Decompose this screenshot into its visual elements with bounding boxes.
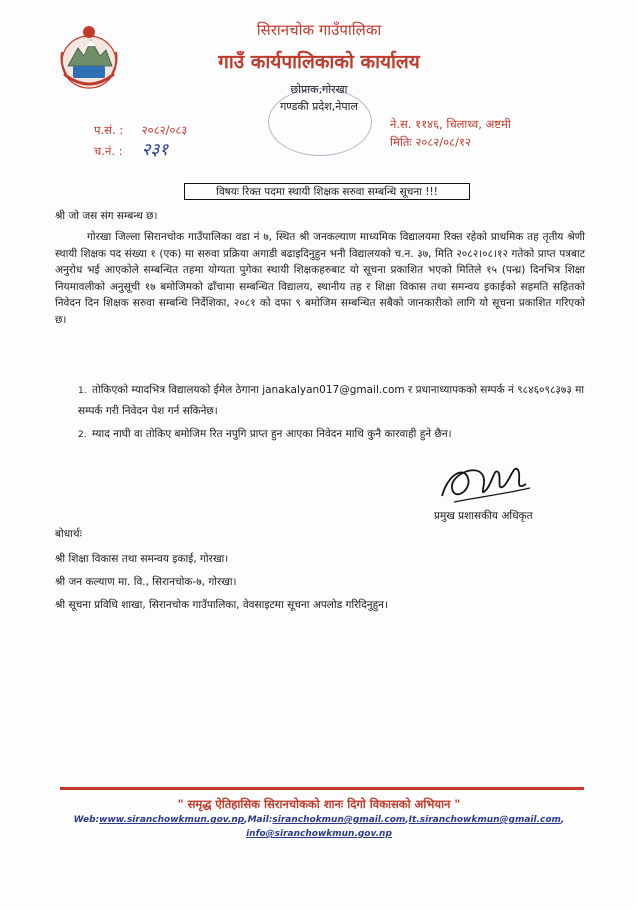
cc-label: बोधार्थः <box>55 528 82 540</box>
body-paragraph: गोरखा जिल्ला सिरानचोक गाउँपालिका वडा नं ७, स्थित श्री जनकल्याण माध्यमिक विद्यालयमा रिक्त रहेको प्राथमिक तह तृतीय श्रेणी स्थायी शिक्षक पद संख्या १ (एक) मा सरुवा प्रक्रिया अगाडी बढाइदिनुहुन भनी विद्यालयको च.न. ३७, मिति २०८२।०८।१२ गतेको प्राप्त पत्रबाट अनुरोध भई आएकोले सम्बन्धित तहमा योग्यता पुगेका स्थायी शिक्षकहरुबाट यो सूचना प्रकाशित भएको मितिले १५ (पन्ध्र) दिनभित्र शिक्षा नियमावलीको अनुसूची १७ बमोजिमको ढाँचामा सम्बन्धित विद्यालय, स्थानीय तह र शिक्षा विकास तथा समन्वय इकाईको सहमति सहितको निवेदन दिन शिक्षक सरुवा सम्बन्धि निर्देशिका, २०८१ को दफा ९ बमोजिम सम्बन्धित सबैको जानकारीको लागि यो सूचना प्रकाशित गरिएको छ। <box>55 231 585 326</box>
signatory-title: प्रमुख प्रशासकीय अधिकृत <box>434 510 533 522</box>
list-item-text-cont: र प्रधानाध्यापकको सम्पर्क नं ९८४६०९८३७३ मा सम्पर्क गरी निवेदन पेश गर्न सकिनेछ। <box>78 384 585 417</box>
it-mail-link[interactable]: .siranchowkmun@gmail.com <box>416 815 561 825</box>
office-location: छोप्राक,गोरखा <box>290 83 348 96</box>
contact-line-2 <box>0 827 638 841</box>
footer-contacts <box>0 813 638 841</box>
municipality-name: सिरानचोक गाउँपालिका <box>256 21 382 39</box>
mail-link[interactable]: siranchokmun@gmail.com <box>272 815 406 825</box>
list-item <box>78 380 586 421</box>
signature-image <box>434 444 534 514</box>
chn-row <box>94 140 187 161</box>
list-item-text: म्याद नाघी वा तोकिए बमोजिम रित नपुगि प्राप्त हुन आएका निवेदन माथि कुनै कारवाही हुने छैन। <box>92 428 452 440</box>
school-email: janakalyan017@gmail.com <box>262 384 405 396</box>
ps-row <box>94 120 187 140</box>
subject-text: विषयः रिक्त पदमा स्थायी शिक्षक सरुवा सम्बन्धि सूचना !!! <box>216 185 438 198</box>
reference-right <box>390 115 511 151</box>
mail-label: Mail: <box>247 815 273 825</box>
office-province: गण्डकी प्रदेश,नेपाल <box>280 100 358 113</box>
chn-label: च.नं. : <box>94 144 123 158</box>
ns-date: ने.स. ११४६, चिलाथ्व, अष्टमी <box>390 117 511 131</box>
list-item-number: 2. <box>78 430 87 440</box>
info-mail-link[interactable]: info@siranchowkmun.gov.np <box>246 829 392 839</box>
list-item <box>78 424 586 445</box>
salutation: श्री जो जस संग सम्बन्ध छ। <box>55 210 158 222</box>
footer-slogan: " समृद्ध ऐतिहासिक सिरानचोकको शानः दिगो विकासको अभियान " <box>177 797 461 811</box>
contact-line-1: Web:www.siranchowkmun.gov.np,Mail:siranchokmun@gmail.com,It.siranchowkmun@gmail.com, <box>73 815 565 825</box>
footer-divider <box>60 787 584 790</box>
cc-list <box>55 548 388 617</box>
ps-value: २०८२/०८३ <box>141 123 188 137</box>
it-label: It <box>408 815 417 825</box>
reference-left <box>94 120 187 161</box>
ps-label: प.सं. : <box>94 123 124 137</box>
web-link[interactable]: www.siranchowkmun.gov.np <box>99 815 245 825</box>
chn-value: २३१ <box>141 140 169 160</box>
office-stamp <box>268 88 372 156</box>
list-item-number: 1. <box>78 386 87 396</box>
office-title: गाउँ कार्यपालिकाको कार्यालय <box>218 51 420 73</box>
list-item-text: तोकिएको म्यादभित्र विद्यालयको ईमेल ठेगाना <box>92 384 263 396</box>
subject-box <box>184 183 470 200</box>
cc-item: श्री सूचना प्रविधि शाखा, सिरानचोक गाउँपालिका, वेवसाइटमा सूचना अपलोड गरिदिनुहुन। <box>55 599 388 611</box>
web-label: Web: <box>73 815 100 825</box>
conditions-list <box>78 380 586 448</box>
cc-item: श्री जन कल्याण मा. वि., सिरानचोक-७, गोरखा। <box>55 576 237 588</box>
cc-item: श्री शिक्षा विकास तथा समन्वय इकाई, गोरखा। <box>55 553 229 565</box>
letter-date: मितिः २०८२/०८/१२ <box>390 135 471 149</box>
